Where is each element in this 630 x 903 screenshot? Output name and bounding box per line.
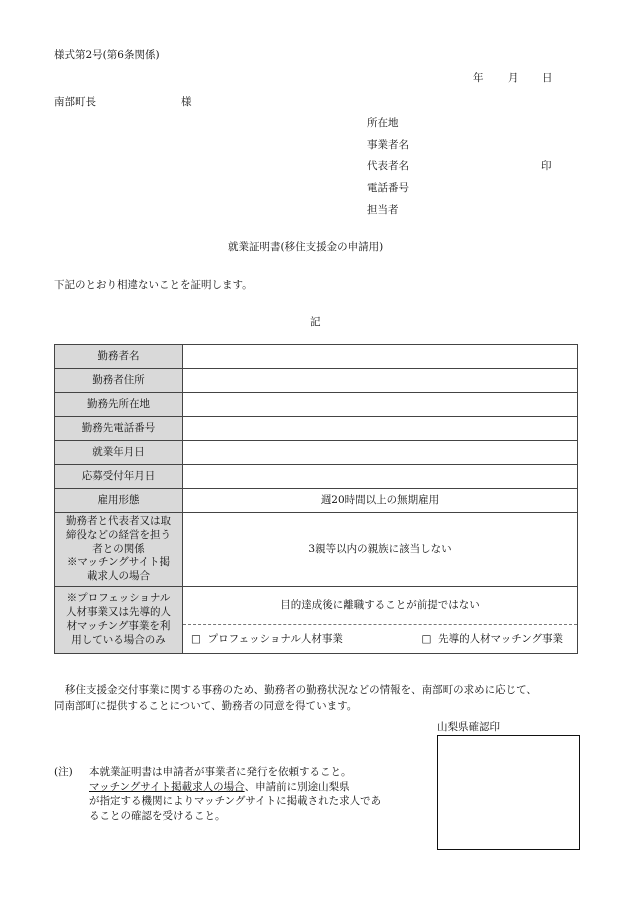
seal-mark: 印 [541, 160, 552, 172]
note-line: 本就業証明書は申請者が事業者に発行を依頼すること。 [89, 766, 352, 778]
checkbox-professional[interactable] [191, 632, 343, 646]
business-name-label: 事業者名 [367, 139, 409, 151]
intro-text: 下記のとおり相違ないことを証明します。 [54, 279, 253, 291]
row-label: 勤務者住所 [55, 369, 183, 393]
employment-date-field[interactable] [183, 441, 578, 465]
row-label: 勤務者名 [55, 345, 183, 369]
row-label: 勤務先電話番号 [55, 417, 183, 441]
row-label: 雇用形態 [55, 489, 183, 513]
table-row [55, 369, 578, 393]
table-row [55, 587, 578, 625]
relation-value: 3親等以内の親族に該当しない [183, 513, 578, 587]
workplace-address-field[interactable] [183, 393, 578, 417]
checkbox-leading-matching[interactable] [422, 632, 563, 646]
representative-label: 代表者名 [367, 160, 409, 172]
relation-label: 勤務者と代表者又は取 締役などの経営を担う 者との関係 ※マッチングサイト掲 載求人の場合 [55, 513, 183, 587]
professional-label: ※プロフェッショナル 人材事業又は先導的人 材マッチング事業を利 用している場合のみ [55, 587, 183, 654]
form-number: 様式第2号(第6条関係) [54, 49, 160, 61]
worker-address-field[interactable] [183, 369, 578, 393]
document-title: 就業証明書(移住支援金の申請用) [228, 241, 384, 253]
checkbox-icon[interactable]: □ [191, 632, 201, 645]
table-row [55, 393, 578, 417]
addressee-honorific: 様 [181, 96, 192, 108]
table-row [55, 465, 578, 489]
professional-condition: 目的達成後に離職することが前提ではない [183, 587, 578, 625]
note-marker: (注) [54, 766, 73, 778]
table-row [55, 417, 578, 441]
consent-line-2: 同南部町に提供することについて、勤務者の同意を得ています。 [54, 700, 358, 712]
table-row [55, 513, 578, 587]
consent-line-1: 移住支援金交付事業に関する事務のため、勤務者の勤務状況などの情報を、南部町の求めに応じて、 [65, 684, 537, 696]
note-underlined: マッチングサイト掲載求人の場合 [89, 780, 245, 793]
row-label: 応募受付年月日 [55, 465, 183, 489]
contact-label: 担当者 [367, 204, 399, 216]
ki-mark: 記 [310, 316, 321, 328]
professional-checkboxes [183, 625, 578, 654]
checkbox-label: プロフェッショナル人材事業 [207, 632, 343, 645]
date-day: 日 [542, 72, 553, 84]
table-row [55, 345, 578, 369]
stamp-label: 山梨県確認印 [437, 721, 500, 733]
table-row [55, 441, 578, 465]
checkbox-icon[interactable]: □ [421, 632, 432, 645]
checkbox-label: 先導的人材マッチング事業 [438, 632, 563, 645]
worker-name-field[interactable] [183, 345, 578, 369]
note-line: が指定する機関によりマッチングサイトに掲載された求人であ [89, 795, 382, 808]
employment-type-value: 週20時間以上の無期雇用 [183, 489, 578, 513]
stamp-box [437, 735, 580, 850]
date-year: 年 [473, 72, 484, 84]
row-label: 勤務先所在地 [55, 393, 183, 417]
addressee-name: 南部町長 [54, 96, 96, 108]
workplace-phone-field[interactable] [183, 417, 578, 441]
phone-label: 電話番号 [367, 182, 409, 194]
row-label: 就業年月日 [55, 441, 183, 465]
table-row [55, 489, 578, 513]
date-month: 月 [508, 72, 519, 84]
address-label: 所在地 [367, 117, 399, 129]
note-line: ることの確認を受けること。 [89, 810, 226, 823]
application-date-field[interactable] [183, 465, 578, 489]
note-line: マッチングサイト掲載求人の場合、申請前に別途山梨県 [89, 780, 350, 793]
note-text [89, 765, 434, 824]
certificate-table [54, 344, 578, 654]
